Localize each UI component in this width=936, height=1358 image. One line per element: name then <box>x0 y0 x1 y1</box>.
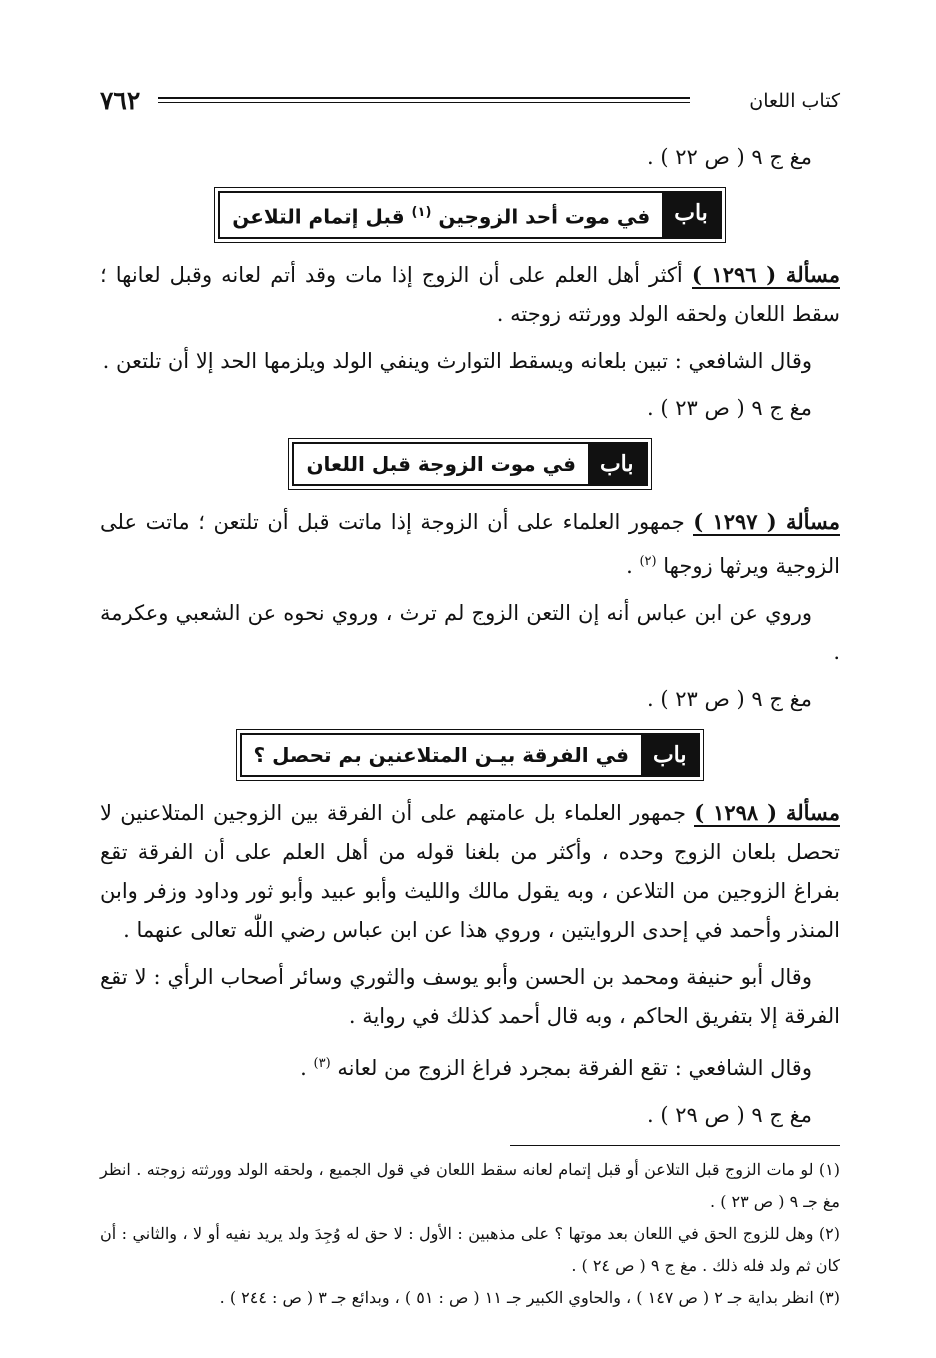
chapter-heading <box>100 442 840 486</box>
chapter-heading <box>100 191 840 239</box>
reference-line: مغ ج ٩ ( ص ٢٩ ) . <box>646 1102 812 1127</box>
chapter-label: باب <box>662 193 720 237</box>
footnote-marker: (٢) <box>639 553 657 569</box>
page-number: ٧٦٢ <box>100 86 141 115</box>
footnote: (٣) انظر بداية جـ ٢ ( ص ١٤٧ ) ، والحاوي الكبير جـ ١١ ( ص : ٥١ ) ، وبدائع جـ ٣ ( ص : ٢٤٤ ) . <box>219 1287 840 1307</box>
footnote-marker: (١) <box>411 205 432 220</box>
footnote-separator <box>510 1145 840 1146</box>
chapter-title: في موت الزوجة قبل اللعان <box>306 451 576 476</box>
chapter-title: في الفرقة بيـن المتلاعنين بم تحصل ؟ <box>253 742 629 767</box>
paragraph: وقال الشافعي : تقع الفرقة بمجرد فراغ الزوج من لعانه $^{(٣)}$ . <box>300 1055 812 1080</box>
header-rule <box>158 97 690 103</box>
paragraph: وقال الشافعي : تبين بلعانه ويسقط التوارث وينفي الولد ويلزمها الحد إلا أن تلتعن . <box>102 348 812 373</box>
chapter-heading <box>100 733 840 777</box>
footnote: (١) لو مات الزوج قبل التلاعن أو قبل إتمام لعانه سقط اللعان في قول الجميع ، ولحقه الولد وورثته زوجته . انظر مغ جـ ٩ ( ص ٢٣ ) . <box>100 1159 840 1211</box>
chapter-label: باب <box>588 444 646 484</box>
footnote: (٢) وهل للزوج الحق في اللعان بعد موتها ؟ على مذهبين : الأول : لا حق له وُجِدَ ولد يريد نفيه أو لا ، والثاني : أن كان ثم ولد فله ذلك . مغ ج ٩ ( ص ٢٤ ) . <box>100 1223 840 1275</box>
reference-line: مغ ج ٩ ( ص ٢٣ ) . <box>646 686 812 711</box>
masala-paragraph: مسألة ( ١٢٩٦ ) أكثر أهل العلم على أن الزوج إذا مات وقد أتم لعانه وقبل لعانها ؛ سقط اللعان ولحقه الولد وورثته زوجته . <box>100 261 840 326</box>
masala-label: مسألة ( ١٢٩٧ ) <box>693 508 840 534</box>
masala-paragraph: مسألة ( ١٢٩٨ ) جمهور العلماء بل عامتهم على أن الفرقة بين الزوجين المتلاعنين لا تحصل بلعان الزوج وحده ، وأكثر من بلغنا قوله من أهل العلم على أن الفرقة تقع بفراغ الزوجين من التلاعن ، وبه يقول مالك والليث وأبو عبيد وأبو ثور وداود وزفر وابن المنذر وأحمد في إحدى الروايتين ، وروي هذا عن ابن عباس رضي اللّٰه تعالى عنهما . <box>100 799 840 942</box>
paragraph: وروي عن ابن عباس أنه إن التعن الزوج لم ترث ، وروي نحوه عن الشعبي وعكرمة . <box>100 600 840 664</box>
chapter-label: باب <box>641 735 699 775</box>
reference-line: مغ ج ٩ ( ص ٢٣ ) . <box>646 395 812 420</box>
chapter-title: في موت أحد الزوجين $^{(١)}$ قبل إتمام التلاعن <box>232 204 651 229</box>
running-title: كتاب اللعان <box>749 90 840 112</box>
footnote-marker: (٣) <box>313 1055 331 1071</box>
page-header <box>100 84 840 118</box>
reference-line: مغ ج ٩ ( ص ٢٢ ) . <box>646 145 812 169</box>
masala-paragraph: مسألة ( ١٢٩٧ ) جمهور العلماء على أن الزوجة إذا ماتت قبل أن تلتعن ؛ ماتت على الزوجية ويرثها زوجها $^{(٢)}$ . <box>100 508 840 578</box>
page-body <box>100 138 840 1314</box>
masala-label: مسألة ( ١٢٩٦ ) <box>691 261 840 287</box>
masala-label: مسألة ( ١٢٩٨ ) <box>694 799 840 825</box>
paragraph: وقال أبو حنيفة ومحمد بن الحسن وأبو يوسف والثوري وسائر أصحاب الرأي : لا تقع الفرقة إلا بتفريق الحاكم ، وبه قال أحمد كذلك في رواية . <box>100 964 840 1028</box>
